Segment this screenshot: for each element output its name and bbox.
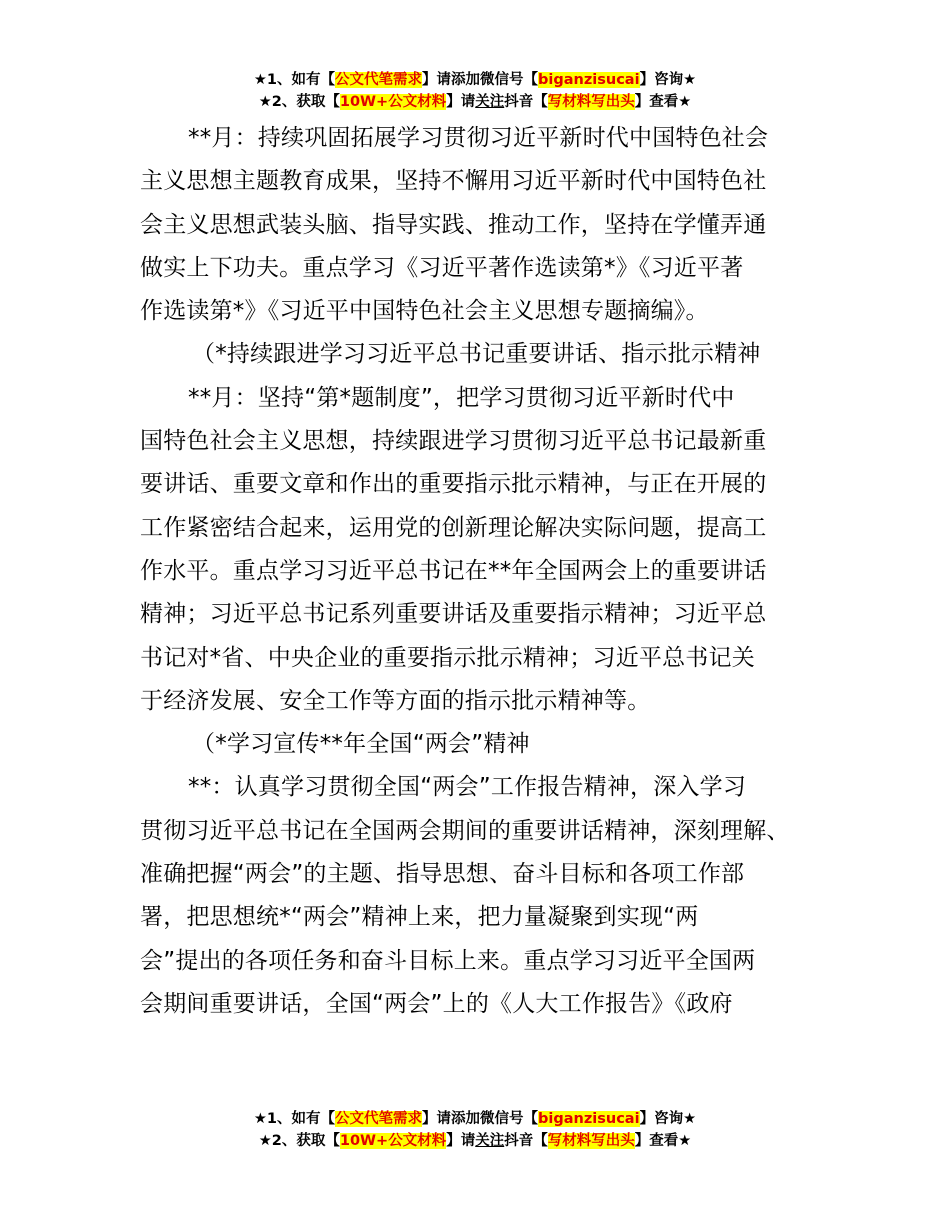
promo-text: 】请 xyxy=(446,1133,476,1149)
promo-text: ★2、获取【 xyxy=(258,1133,340,1149)
document-body xyxy=(140,117,830,1026)
text-line: 要讲话、重要文章和作出的重要指示批示精神，与正在开展的 xyxy=(140,471,767,498)
highlight-text: 公文代笔需求 xyxy=(335,1111,423,1127)
highlight-text: 10W+公文材料 xyxy=(339,1133,447,1149)
promo-text: 抖音【 xyxy=(504,94,548,110)
promo-text: ★2、获取【 xyxy=(258,94,340,110)
text-line: 做实上下功夫。重点学习《习近平著作选读第*》《习近平著 xyxy=(140,254,744,281)
promo-line-1 xyxy=(0,69,950,91)
text-line: 精神；习近平总书记系列重要讲话及重要指示精神；习近平总 xyxy=(140,601,767,628)
highlight-text: 10W+公文材料 xyxy=(339,94,447,110)
promo-line-2 xyxy=(0,1130,950,1152)
promo-text: 】请 xyxy=(446,94,476,110)
highlight-text: 写材料写出头 xyxy=(547,1133,635,1149)
text-line: 准确把握“两会”的主题、指导思想、奋斗目标和各项工作部 xyxy=(140,861,745,888)
text-line: 工作紧密结合起来，运用党的创新理论解决实际问题，提高工 xyxy=(140,514,767,541)
wechat-id-highlight: biganzisucai xyxy=(538,1111,640,1127)
text-line: 作水平。重点学习习近平总书记在**年全国两会上的重要讲话 xyxy=(140,557,767,584)
highlight-text: 写材料写出头 xyxy=(547,94,635,110)
underlined-text: 关注 xyxy=(475,94,505,110)
promo-line-1 xyxy=(0,1108,950,1130)
section-heading: （*学习宣传**年全国“两会”精神 xyxy=(192,731,530,758)
text-line: **月：持续巩固拓展学习贯彻习近平新时代中国特色社会 xyxy=(188,125,769,151)
highlight-text: 公文代笔需求 xyxy=(335,72,423,88)
text-line: 会”提出的各项任务和奋斗目标上来。重点学习习近平全国两 xyxy=(140,947,756,974)
text-line: 会期间重要讲话，全国“两会”上的《人大工作报告》《政府 xyxy=(140,990,733,1017)
promo-text: 抖音【 xyxy=(504,1133,548,1149)
section-heading: （*持续跟进学习习近平总书记重要讲话、指示批示精神 xyxy=(192,341,761,368)
promo-text: 】查看★ xyxy=(634,94,692,110)
promo-text: 】查看★ xyxy=(634,1133,692,1149)
promo-text: 】请添加微信号【 xyxy=(422,1111,539,1127)
promo-text: 】咨询★ xyxy=(639,1111,697,1127)
text-line: 会主义思想武装头脑、指导实践、推动工作，坚持在学懂弄通 xyxy=(140,211,767,238)
promo-text: 】咨询★ xyxy=(639,72,697,88)
promo-text: ★1、如有【 xyxy=(253,1111,336,1127)
underlined-text: 关注 xyxy=(475,1133,505,1149)
promo-line-2 xyxy=(0,91,950,113)
text-line: **月：坚持“第*题制度”，把学习贯彻习近平新时代中 xyxy=(188,384,735,411)
text-line: 贯彻习近平总书记在全国两会期间的重要讲话精神，深刻理解、 xyxy=(140,817,790,844)
text-line: 主义思想主题教育成果，坚持不懈用习近平新时代中国特色社 xyxy=(140,168,767,195)
promo-banner-top xyxy=(0,69,950,113)
text-line: 于经济发展、安全工作等方面的指示批示精神等。 xyxy=(140,687,651,714)
promo-banner-bottom xyxy=(0,1108,950,1152)
text-line: **：认真学习贯彻全国“两会”工作报告精神，深入学习 xyxy=(188,774,747,801)
wechat-id-highlight: biganzisucai xyxy=(538,72,640,88)
text-line: 署，把思想统*“两会”精神上来，把力量凝聚到实现“两 xyxy=(140,904,699,931)
promo-text: ★1、如有【 xyxy=(253,72,336,88)
text-line: 作选读第*》《习近平中国特色社会主义思想专题摘编》。 xyxy=(140,298,709,325)
text-line: 国特色社会主义思想，持续跟进学习贯彻习近平总书记最新重 xyxy=(140,428,767,455)
text-line: 书记对*省、中央企业的重要指示批示精神；习近平总书记关 xyxy=(140,644,755,671)
promo-text: 】请添加微信号【 xyxy=(422,72,539,88)
